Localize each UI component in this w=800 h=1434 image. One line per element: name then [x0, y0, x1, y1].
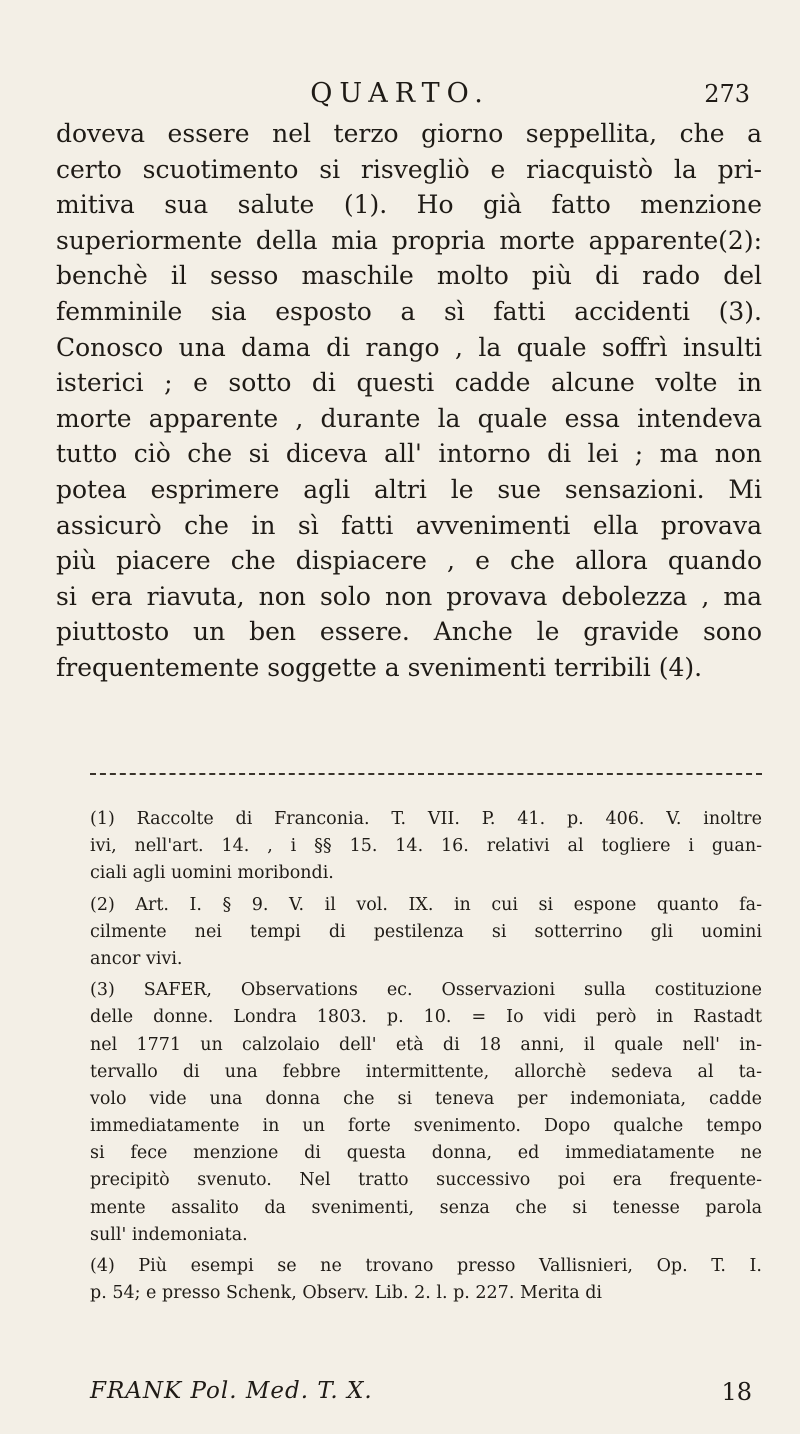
footnote-line: (4) Più esempi se ne trovano presso Vallisnieri, Op. T. I.	[90, 1256, 762, 1276]
signature-mark: FRANK Pol. Med. T. X.	[90, 1378, 373, 1404]
footnote-separator	[90, 773, 762, 775]
footnote-line: si fece menzione di questa donna, ed immediatamente ne	[90, 1143, 762, 1164]
body-line: isterici ; e sotto di questi cadde alcune volte in	[56, 368, 762, 398]
body-line: si era riavuta, non solo non provava debolezza , ma	[56, 581, 762, 611]
footnote-line: (2) Art. I. § 9. V. il vol. IX. in cui si espone quanto fa-	[90, 894, 762, 915]
footnote-line: ancor vivi.	[90, 948, 183, 969]
sheet-number: 18	[721, 1378, 752, 1406]
footnote-line: mente assalito da svenimenti, senza che si tenesse parola	[90, 1197, 762, 1218]
page-number: 273	[704, 80, 750, 108]
footnote-line: precipitò svenuto. Nel tratto successivo poi era frequente-	[90, 1170, 762, 1191]
body-line: femminile sia esposto a sì fatti accidenti (3).	[56, 296, 762, 326]
body-line: più piacere che dispiacere , e che allora quando	[56, 546, 762, 576]
body-line: piuttosto un ben essere. Anche le gravide sono	[56, 617, 762, 647]
footnote-line: sull' indemoniata.	[90, 1224, 248, 1245]
footnote	[90, 806, 762, 888]
footnotes	[90, 806, 762, 1307]
footnote	[90, 892, 762, 974]
footnote-line: (3) SAFER, Observations ec. Osservazioni sulla costituzione	[90, 980, 762, 1001]
body-line: morte apparente , durante la quale essa intendeva	[56, 403, 762, 433]
running-title: QUARTO.	[310, 78, 490, 109]
footnote-line: cilmente nei tempi di pestilenza si sotterrino gli uomini	[90, 921, 762, 942]
running-header	[0, 78, 800, 108]
body-line: mitiva sua salute (1). Ho già fatto menzione	[56, 190, 762, 220]
footnote-line: ciali agli uomini moribondi.	[90, 863, 334, 884]
footnote-line: ivi, nell'art. 14. , i §§ 15. 14. 16. relativi al togliere i guan-	[90, 836, 762, 857]
body-line: potea esprimere agli altri le sue sensazioni. Mi	[56, 474, 762, 504]
body-line: Conosco una dama di rango , la quale soffrì insulti	[56, 332, 762, 362]
footnote-line: delle donne. Londra 1803. p. 10. = Io vidi però in Rastadt	[90, 1007, 762, 1028]
page-footer	[90, 1378, 762, 1408]
footnote-line: (1) Raccolte di Franconia. T. VII. P. 41. p. 406. V. inoltre	[90, 809, 762, 829]
body-line: tutto ciò che si diceva all' intorno di lei ; ma non	[56, 439, 762, 469]
footnote-line: p. 54; e presso Schenk, Observ. Lib. 2. l. p. 227. Merita di	[90, 1283, 603, 1304]
body-line: benchè il sesso maschile molto più di rado del	[56, 261, 762, 291]
footnote	[90, 1253, 762, 1307]
main-text	[56, 116, 762, 686]
body-line: assicurò che in sì fatti avvenimenti ella provava	[56, 510, 762, 540]
body-line: superiormente della mia propria morte apparente(2):	[56, 225, 762, 255]
body-line: frequentemente soggette a svenimenti terribili (4).	[56, 652, 703, 682]
footnote-line: nel 1771 un calzolaio dell' età di 18 anni, il quale nell' in-	[90, 1034, 762, 1055]
footnote-line: tervallo di una febbre intermittente, allorchè sedeva al ta-	[90, 1061, 762, 1082]
body-line: certo scuotimento si risvegliò e riacquistò la pri-	[56, 154, 762, 184]
footnote	[90, 977, 762, 1249]
body-line: doveva essere nel terzo giorno seppellita, che a	[56, 119, 762, 148]
footnote-line: volo vide una donna che si teneva per indemoniata, cadde	[90, 1088, 762, 1109]
footnote-line: immediatamente in un forte svenimento. Dopo qualche tempo	[90, 1116, 762, 1137]
